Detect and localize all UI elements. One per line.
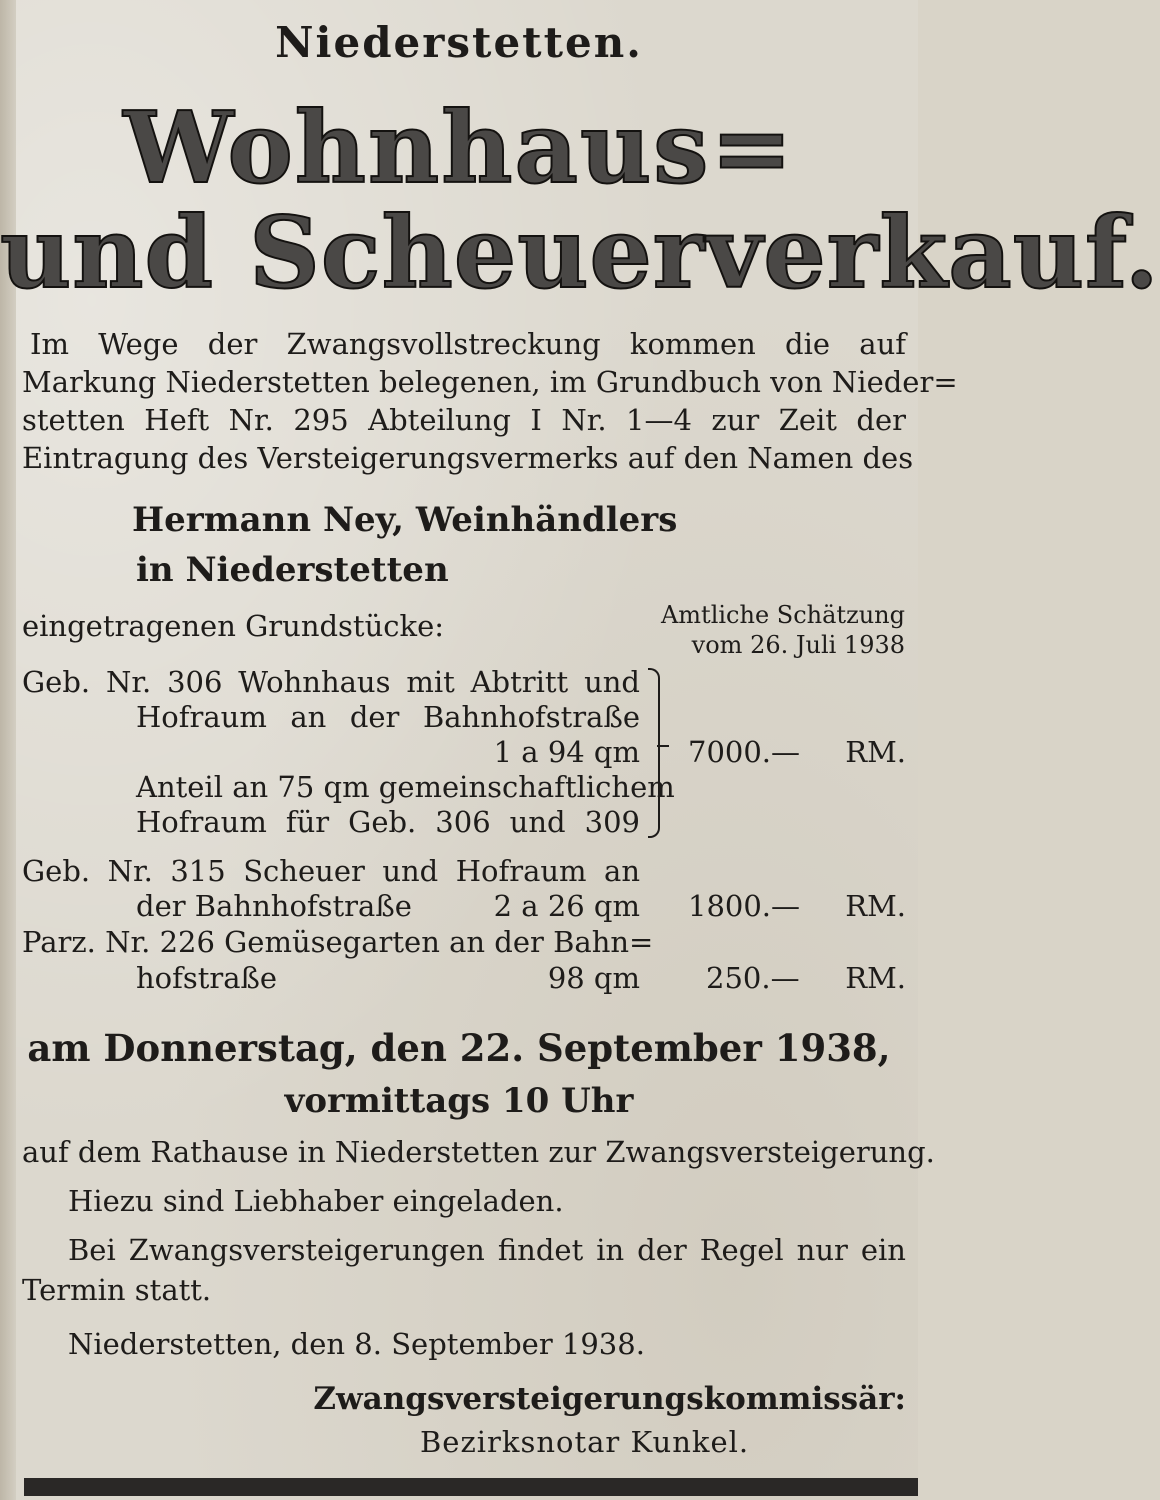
closing-line-4: Termin statt. <box>22 1273 212 1307</box>
intro-line-2: Markung Niederstetten belegenen, im Grundbuch von Nieder= <box>22 365 958 399</box>
intro-line-1: Im Wege der Zwangsvollstreckung kommen die auf <box>30 327 906 361</box>
auction-date: am Donnerstag, den 22. September 1938, <box>27 1026 891 1070</box>
owner-name: Hermann Ney, Weinhändlers <box>132 500 678 540</box>
entry-1-line-4: Anteil an 75 qm gemeinschaftlichem <box>136 770 675 804</box>
bottom-rule <box>24 1478 918 1496</box>
entry-2-area: 2 a 26 qm <box>493 889 640 923</box>
closing-line-2: Hiezu sind Liebhaber eingeladen. <box>68 1184 564 1218</box>
valuation-header: Amtliche Schätzung <box>660 601 905 629</box>
valuation-date: vom 26. Juli 1938 <box>691 631 905 659</box>
entry-3-value: 250.— RM. <box>706 961 906 995</box>
signature-name: Bezirksnotar Kunkel. <box>420 1425 750 1459</box>
properties-label: eingetragenen Grundstücke: <box>22 609 445 643</box>
entry-1-line-2: Hofraum an der Bahnhofstraße <box>136 700 640 734</box>
entry-3-line-1: Parz. Nr. 226 Gemüsegarten an der Bahn= <box>22 925 654 959</box>
town-heading: Niederstetten. <box>275 18 643 67</box>
entry-2-value: 1800.— RM. <box>688 889 906 923</box>
owner-place: in Niederstetten <box>136 550 449 590</box>
intro-line-3: stetten Heft Nr. 295 Abteilung I Nr. 1—4 zur Zeit der <box>22 403 906 437</box>
entry-3-area: 98 qm <box>547 961 640 995</box>
title-line-1: Wohnhaus= <box>123 91 795 206</box>
signature-title: Zwangsversteigerungskommissär: <box>313 1381 906 1417</box>
grouping-brace <box>648 668 660 838</box>
entry-2-line-2: der Bahnhofstraße <box>136 889 412 923</box>
intro-line-4: Eintragung des Versteigerungsvermerks auf den Namen des <box>22 441 914 475</box>
title-line-2: und Scheuerverkauf. <box>0 196 1160 311</box>
entry-1-value: 7000.— RM. <box>688 735 906 769</box>
dateline: Niederstetten, den 8. September 1938. <box>68 1327 645 1361</box>
entry-2-line-1: Geb. Nr. 315 Scheuer und Hofraum an <box>22 854 640 888</box>
entry-1-line-5: Hofraum für Geb. 306 und 309 <box>136 805 640 839</box>
closing-line-3: Bei Zwangsversteigerungen findet in der Regel nur ein <box>68 1233 906 1267</box>
entry-1-area: 1 a 94 qm <box>493 735 640 769</box>
entry-3-line-2: hofstraße <box>136 961 278 995</box>
auction-time: vormittags 10 Uhr <box>284 1081 634 1121</box>
grouping-brace-tip <box>657 745 669 747</box>
entry-1-line-1: Geb. Nr. 306 Wohnhaus mit Abtritt und <box>22 665 640 699</box>
closing-line-1: auf dem Rathause in Niederstetten zur Zwangsversteigerung. <box>22 1135 935 1169</box>
